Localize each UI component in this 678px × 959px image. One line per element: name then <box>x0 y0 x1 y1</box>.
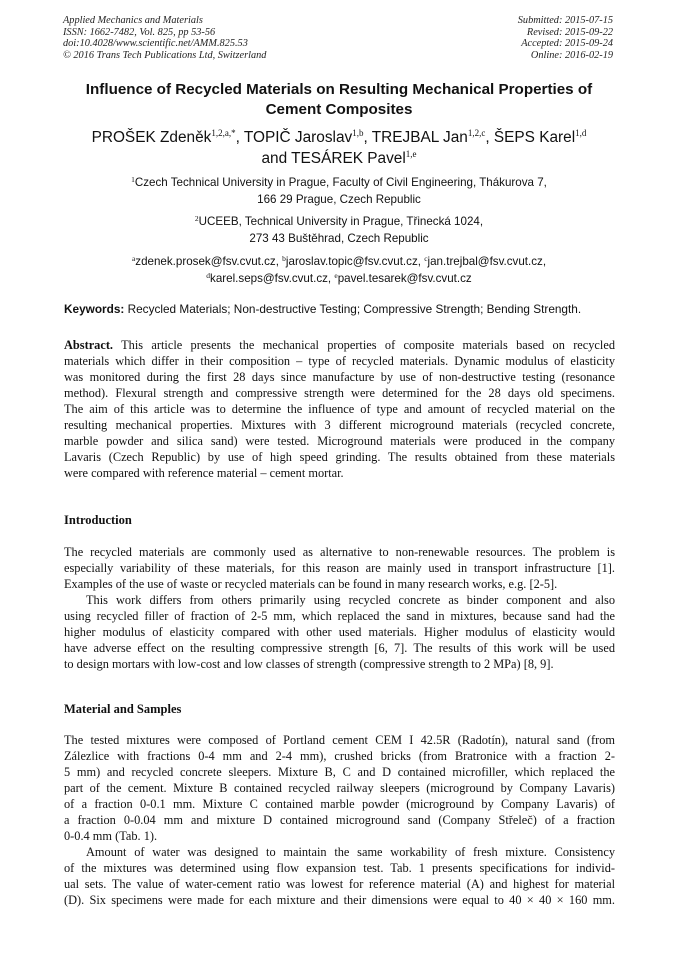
paragraph-line: a fraction 0-0.04 mm and mixture D contained microground sand (Company Střeleč) of a fraction <box>64 813 615 827</box>
paragraph-line: Examples of the use of waste or recycled materials can be found in many research works, e.g. [2-5]. <box>64 577 558 591</box>
paragraph-line: 0-0.4 mm (Tab. 1). <box>64 829 158 843</box>
paragraph-line: The recycled materials are commonly used as alternative to non-renewable resources. The problem is <box>64 545 615 559</box>
email-sup: b <box>282 254 286 263</box>
abstract-line: were compared with reference material – cement mortar. <box>64 466 344 480</box>
paragraph-line: ual sets. The value of water-cement ratio was lowest for reference material (A) and highest for material <box>64 877 615 891</box>
abstract-line: resulting mechanical properties. Mixtures with 3 different microground materials (recycled concrete, <box>64 418 615 432</box>
introduction-body <box>64 544 615 672</box>
email-link[interactable]: jan.trejbal@fsv.cvut.cz, <box>427 255 547 268</box>
keywords <box>64 302 616 317</box>
author-name: , ŠEPS Karel <box>485 129 576 146</box>
author-name: , TOPIČ Jaroslav <box>235 129 353 146</box>
email-sup: c <box>424 254 428 263</box>
keywords-label: Keywords: <box>64 302 125 316</box>
email-link[interactable]: karel.seps@fsv.cvut.cz, <box>210 271 335 285</box>
abstract-label: Abstract. <box>64 338 114 352</box>
affiliation-number: 2 <box>194 214 199 223</box>
journal-name: Applied Mechanics and Materials <box>63 15 203 26</box>
abstract-line: method). Flexural strength and compressive strength were determined for the 28 days old specimens. <box>64 386 615 400</box>
issn-volume: ISSN: 1662-7482, Vol. 825, pp 53-56 <box>63 26 216 38</box>
email-link[interactable]: jaroslav.topic@fsv.cvut.cz, <box>285 255 425 268</box>
author-affil-sup: 1,2,a,* <box>211 128 236 138</box>
paragraph-line: of a fraction 0-0.1 mm. Mixture C contained marble powder (microground by Company Lavaris) of <box>64 797 615 811</box>
paragraph-line: Zálezlice with fractions 0-4 mm and 2-4 mm), crushed bricks (from Bratronice with a fraction 2- <box>64 749 615 763</box>
abstract-line: Abstract. This article presents the mechanical properties of composite materials based on recycled <box>64 338 615 352</box>
author-affil-sup: 1,2,c <box>467 128 486 138</box>
author-line <box>55 127 623 148</box>
paragraph-line: (D). Six specimens were made for each mixture and their dimensions were equal to 40 × 40 × 160 mm. <box>64 893 615 907</box>
author-emails <box>80 254 598 287</box>
section-heading-materials: Material and Samples <box>64 702 182 716</box>
paragraph-line: especially variability of these materials, for this reason are mainly used in transport infrastructure [1]. <box>64 561 615 575</box>
keywords-text: Recycled Materials; Non-destructive Testing; Compressive Strength; Bending Strength. <box>124 302 582 316</box>
email-sup: e <box>334 270 338 280</box>
affiliation-1 <box>80 175 598 208</box>
author-affil-sup: 1,d <box>575 128 587 138</box>
submitted-date: Submitted: 2015-07-15 <box>517 15 613 26</box>
author-line <box>55 148 623 169</box>
section-heading-introduction: Introduction <box>64 513 132 527</box>
email-link[interactable]: zdenek.prosek@fsv.cvut.cz, <box>135 255 283 268</box>
email-sup: d <box>206 270 211 280</box>
email-sup: a <box>131 254 136 263</box>
paragraph-line: 5 mm) and recycled concrete sleepers. Mixture B, C and D contained microfiller, which replaced the <box>64 765 615 779</box>
abstract-line: marble powder and silica sand) were tested. Microground materials were produced in the company <box>64 434 615 448</box>
affiliation-number: 1 <box>131 175 135 184</box>
abstract-line: The aim of this article was to determine the influence of type and amount of recycled material on the <box>64 402 615 416</box>
online-date: Online: 2016-02-19 <box>530 49 613 61</box>
paper-title <box>60 80 618 120</box>
abstract-line: materials which differ in their composition – type of recycled materials. Dynamic modulus of elasticity <box>64 354 615 368</box>
abstract-line: was monitored during the first 28 days since manufacture by use of non-destructive testing (resonance <box>64 370 615 384</box>
paragraph-line: using recycled filler of fraction of 2-5 mm, which replaced the sand in mixtures, because sand had the <box>64 609 615 623</box>
journal-header <box>63 15 266 61</box>
affiliation-text: 166 29 Prague, Czech Republic <box>257 192 421 206</box>
accepted-date: Accepted: 2015-09-24 <box>521 38 613 50</box>
dates-header <box>518 15 613 61</box>
author-list <box>55 127 623 169</box>
author-affil-sup: 1,e <box>405 149 417 159</box>
author-name: , TREJBAL Jan <box>363 129 468 146</box>
affiliation-text: 273 43 Buštěhrad, Czech Republic <box>249 231 429 245</box>
materials-body <box>64 732 615 908</box>
email-link[interactable]: pavel.tesarek@fsv.cvut.cz <box>337 271 472 285</box>
copyright: © 2016 Trans Tech Publications Ltd, Switzerland <box>63 49 267 61</box>
author-affil-sup: 1,b <box>352 128 364 138</box>
abstract <box>64 337 615 481</box>
title-line: Cement Composites <box>265 101 413 118</box>
paragraph-line: have adverse effect on the resulting compressive strength [6, 7]. The results of this work will be used <box>64 641 615 655</box>
author-name: and TESÁREK Pavel <box>261 150 406 167</box>
author-name: PROŠEK Zdeněk <box>91 129 212 146</box>
paragraph-line: of the mixtures was determined using flow expansion test. Tab. 1 presents specifications for individ- <box>64 861 615 875</box>
paragraph-line: higher modulus of elasticity compared with other used materials. Higher modulus of elasticity would <box>64 625 615 639</box>
paragraph-line: to design mortars with low-cost and low classes of strength (compressive strength to 2 MPa) [8, 9]. <box>64 657 554 671</box>
paragraph-line: This work differs from others primarily using recycled concrete as binder component and also <box>86 593 615 607</box>
abstract-line: Lavaris (Czech Republic) by use of high speed grinding. The results obtained from these materials <box>64 450 615 464</box>
doi[interactable]: doi:10.4028/www.scientific.net/AMM.825.53 <box>63 38 248 50</box>
affiliation-text: Czech Technical University in Prague, Faculty of Civil Engineering, Thákurova 7, <box>134 176 547 189</box>
affiliation-2 <box>80 214 598 247</box>
revised-date: Revised: 2015-09-22 <box>526 26 613 38</box>
paragraph-line: part of the cement. Mixture B contained recycled railway sleepers (microground by Company Lavaris) <box>64 781 615 795</box>
affiliation-text: UCEEB, Technical University in Prague, Třinecká 1024, <box>198 215 484 228</box>
paragraph-line: Amount of water was designed to maintain the same workability of fresh mixture. Consistency <box>86 845 615 859</box>
paragraph-line: The tested mixtures were composed of Portland cement CEM I 42.5R (Radotín), natural sand (from <box>64 733 615 747</box>
title-line: Influence of Recycled Materials on Resulting Mechanical Properties of <box>85 81 593 98</box>
